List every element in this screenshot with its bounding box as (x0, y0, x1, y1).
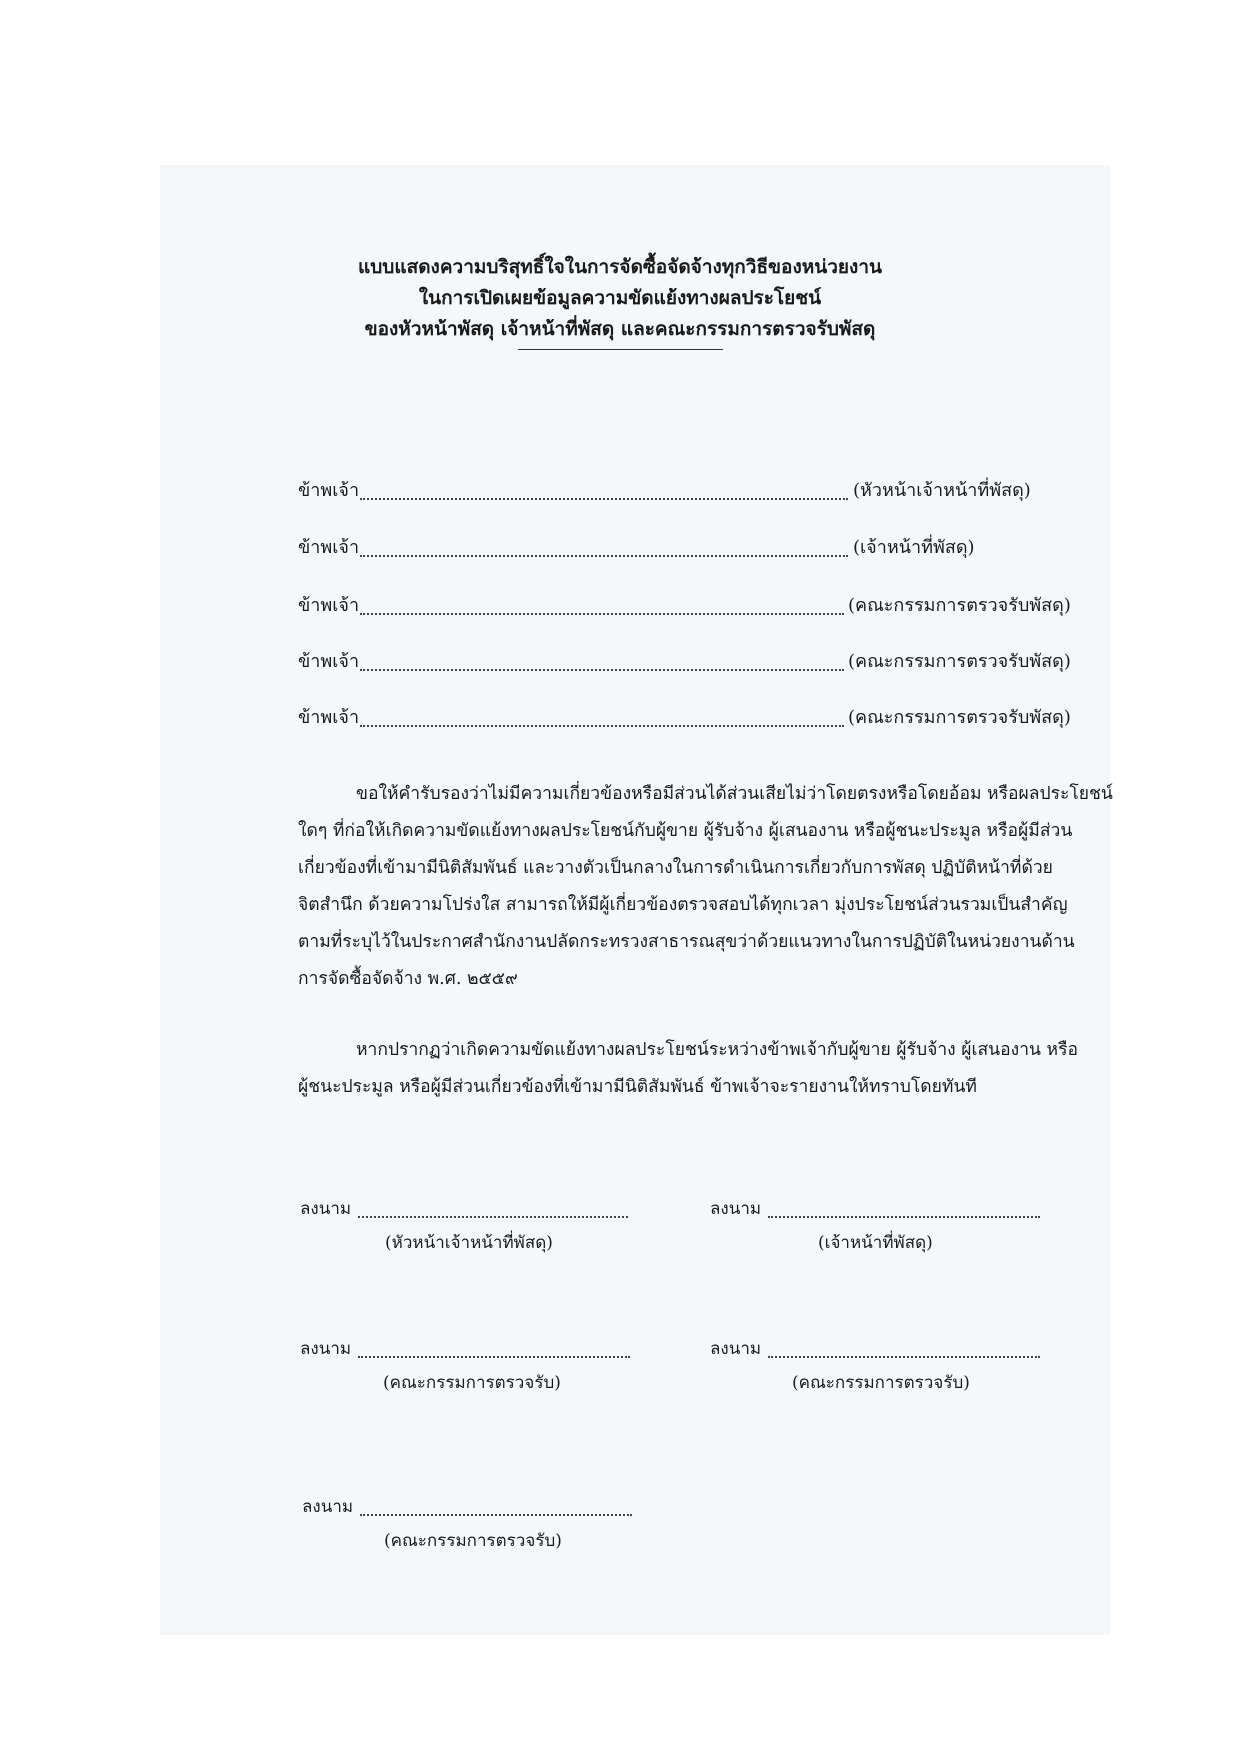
signature-label: ลงนาม (710, 1199, 762, 1219)
paragraph-line: การจัดซื้อจัดจ้าง พ.ศ. ๒๕๕๙ (298, 969, 518, 989)
signature-block-3 (300, 1336, 561, 1393)
signature-fill-line[interactable] (358, 1190, 628, 1218)
paragraph-line: ใดๆ ที่ก่อให้เกิดความขัดแย้งทางผลประโยชน์กับผู้ขาย ผู้รับจ้าง ผู้เสนองาน หรือผู้ชนะประมูล หรือผู้มีส่วน (298, 821, 1073, 841)
declarant-line-4 (298, 649, 1071, 675)
paragraph-line: เกี่ยวข้องที่เข้ามามีนิติสัมพันธ์ และวางตัวเป็นกลางในการดำเนินการเกี่ยวกับการพัสดุ ปฏิบัติหน้าที่ด้วย (298, 858, 1053, 878)
declarant-label: ข้าพเจ้า (298, 537, 360, 558)
title-line-1: แบบแสดงความบริสุทธิ์ใจในการจัดซื้อจัดจ้างทุกวิธีของหน่วยงาน (358, 256, 882, 278)
name-fill-line[interactable] (360, 587, 844, 615)
name-fill-line[interactable] (360, 529, 848, 557)
declarant-line-5 (298, 705, 1071, 731)
declarant-line-1 (298, 478, 1031, 504)
signature-label: ลงนาม (300, 1339, 352, 1359)
paragraph-line: ผู้ชนะประมูล หรือผู้มีส่วนเกี่ยวข้องที่เข้ามามีนิติสัมพันธ์ ข้าพเจ้าจะรายงานให้ทราบโดยทันที (298, 1077, 977, 1097)
signature-caption: (หัวหน้าเจ้าหน้าที่พัสดุ) (385, 1233, 553, 1253)
declarant-label: ข้าพเจ้า (298, 595, 360, 616)
signature-block-5 (302, 1494, 562, 1551)
declarant-role: (คณะกรรมการตรวจรับพัสดุ) (848, 707, 1071, 728)
signature-label: ลงนาม (710, 1339, 762, 1359)
signature-caption: (คณะกรรมการตรวจรับ) (792, 1373, 970, 1393)
signature-block-4 (710, 1336, 970, 1393)
signature-fill-line[interactable] (768, 1330, 1040, 1358)
declarant-label: ข้าพเจ้า (298, 480, 360, 501)
declarant-label: ข้าพเจ้า (298, 707, 360, 728)
signature-fill-line[interactable] (358, 1330, 630, 1358)
title-line-2: ในการเปิดเผยข้อมูลความขัดแย้งทางผลประโยชน์ (418, 287, 822, 309)
signature-label: ลงนาม (300, 1199, 352, 1219)
signature-block-2 (710, 1196, 933, 1253)
signature-fill-line[interactable] (360, 1488, 632, 1516)
signature-caption: (เจ้าหน้าที่พัสดุ) (818, 1233, 933, 1253)
certification-paragraph (298, 776, 1113, 998)
declarant-label: ข้าพเจ้า (298, 651, 360, 672)
signature-caption: (คณะกรรมการตรวจรับ) (383, 1373, 561, 1393)
name-fill-line[interactable] (360, 472, 848, 500)
title-line-3: ของหัวหน้าพัสดุ เจ้าหน้าที่พัสดุ และคณะกรรมการตรวจรับพัสดุ (364, 318, 876, 340)
name-fill-line[interactable] (360, 699, 844, 727)
paragraph-line: หากปรากฏว่าเกิดความขัดแย้งทางผลประโยชน์ระหว่างข้าพเจ้ากับผู้ขาย ผู้รับจ้าง ผู้เสนองาน หรือ (356, 1040, 1078, 1060)
signature-caption: (คณะกรรมการตรวจรับ) (384, 1531, 562, 1551)
signature-label: ลงนาม (302, 1497, 354, 1517)
declarant-line-2 (298, 535, 975, 561)
name-fill-line[interactable] (360, 643, 844, 671)
signature-block-1 (300, 1196, 553, 1253)
document-title (0, 252, 1240, 350)
declarant-role: (หัวหน้าเจ้าหน้าที่พัสดุ) (853, 480, 1031, 501)
paragraph-line: ขอให้คำรับรองว่าไม่มีความเกี่ยวข้องหรือมีส่วนได้ส่วนเสียไม่ว่าโดยตรงหรือโดยอ้อม หรือผลประโยชน์ (356, 784, 1113, 804)
signature-fill-line[interactable] (768, 1190, 1040, 1218)
paragraph-line: ตามที่ระบุไว้ในประกาศสำนักงานปลัดกระทรวงสาธารณสุขว่าด้วยแนวทางในการปฏิบัติในหน่วยงานด้าน (298, 932, 1075, 952)
declarant-role: (คณะกรรมการตรวจรับพัสดุ) (848, 651, 1071, 672)
declarant-line-3 (298, 593, 1071, 619)
title-underline (518, 349, 723, 350)
declarant-role: (คณะกรรมการตรวจรับพัสดุ) (848, 595, 1071, 616)
reporting-paragraph (298, 1032, 1078, 1106)
declarant-role: (เจ้าหน้าที่พัสดุ) (853, 537, 975, 558)
paragraph-line: จิตสำนึก ด้วยความโปร่งใส สามารถให้มีผู้เกี่ยวข้องตรวจสอบได้ทุกเวลา มุ่งประโยชน์ส่วนรวมเป็นสำคัญ (298, 895, 1068, 915)
